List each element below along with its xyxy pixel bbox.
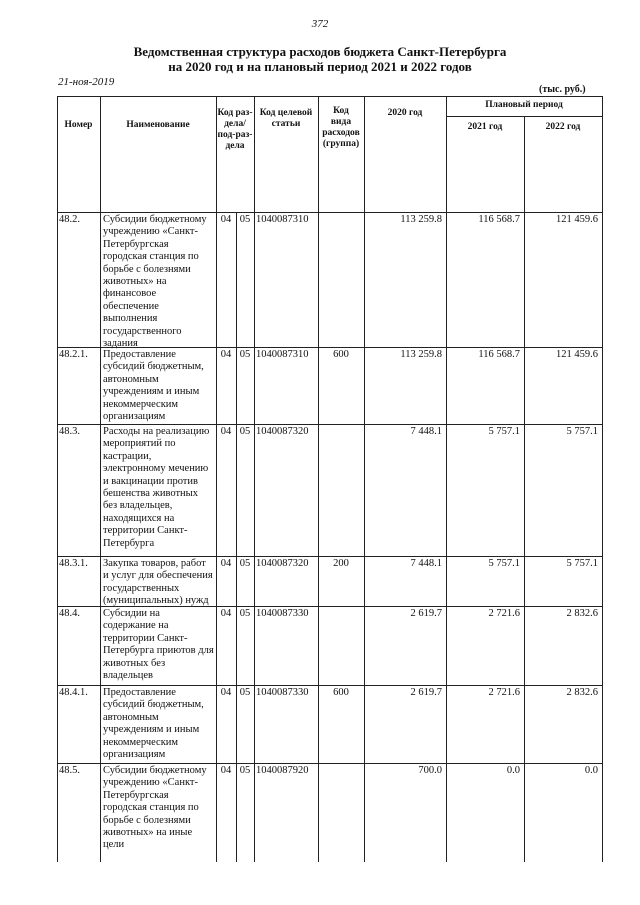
row-amount-2021: 5 757.1 bbox=[488, 426, 520, 437]
document-title bbox=[0, 44, 640, 74]
row-target-code: 1040087320 bbox=[256, 426, 309, 437]
row-target-code: 1040087330 bbox=[256, 608, 309, 619]
row-number: 48.2.1. bbox=[59, 349, 88, 360]
row-amount-2020: 113 259.8 bbox=[400, 214, 442, 225]
header-bottom-border bbox=[57, 212, 602, 213]
header-2022: 2022 год bbox=[545, 122, 581, 132]
row-target-code: 1040087310 bbox=[256, 214, 309, 225]
row-target-code: 1040087920 bbox=[256, 765, 309, 776]
row-section: 04 bbox=[220, 349, 232, 360]
row-number: 48.5. bbox=[59, 765, 80, 776]
row-amount-2021: 5 757.1 bbox=[488, 558, 520, 569]
row-amount-2020: 700.0 bbox=[418, 765, 442, 776]
row-amount-2021: 116 568.7 bbox=[478, 214, 520, 225]
row-number: 48.2. bbox=[59, 214, 80, 225]
row-name: Закупка товаров, работ и услуг для обеспечения государственных (муниципальных) нужд bbox=[103, 558, 213, 607]
row-number: 48.3.1. bbox=[59, 558, 88, 569]
table-top-border bbox=[57, 96, 602, 97]
row-section: 04 bbox=[220, 608, 232, 619]
row-number: 48.3. bbox=[59, 426, 80, 437]
row-amount-2022: 121 459.6 bbox=[556, 214, 598, 225]
row-amount-2022: 5 757.1 bbox=[566, 426, 598, 437]
column-divider bbox=[254, 96, 255, 862]
row-section: 04 bbox=[220, 687, 232, 698]
row-divider bbox=[57, 424, 602, 425]
column-divider bbox=[602, 96, 603, 862]
row-target-code: 1040087330 bbox=[256, 687, 309, 698]
units-label: (тыс. руб.) bbox=[539, 84, 586, 95]
row-name: Субсидии бюджетному учреждению «Санкт-Петербургская городская станция по борьбе с болезнями животных» на финансовое обеспечение выполнения государственного задания bbox=[103, 214, 207, 350]
header-section-code: Код раз-дела/ под-раз-дела bbox=[217, 108, 253, 151]
row-amount-2022: 0.0 bbox=[584, 765, 598, 776]
row-subsection: 05 bbox=[239, 687, 251, 698]
row-divider bbox=[57, 556, 602, 557]
row-section: 04 bbox=[220, 765, 232, 776]
row-name: Субсидии бюджетному учреждению «Санкт-Петербургская городская станция по борьбе с болезнями животных» на иные цели bbox=[103, 765, 207, 851]
row-subsection: 05 bbox=[239, 608, 251, 619]
header-kind-code: Код вида расходов (группа) bbox=[322, 106, 360, 149]
column-divider bbox=[524, 116, 525, 862]
page-number: 372 bbox=[311, 18, 329, 30]
row-number: 48.4.1. bbox=[59, 687, 88, 698]
row-amount-2022: 121 459.6 bbox=[556, 349, 598, 360]
row-subsection: 05 bbox=[239, 765, 251, 776]
row-subsection: 05 bbox=[239, 214, 251, 225]
row-section: 04 bbox=[220, 558, 232, 569]
row-amount-2022: 2 832.6 bbox=[566, 687, 598, 698]
row-name: Предоставление субсидий бюджетным, автономным учреждениям и иным некоммерческим организациям bbox=[103, 687, 204, 761]
column-divider bbox=[57, 96, 58, 862]
row-section: 04 bbox=[220, 214, 232, 225]
row-kind-code: 200 bbox=[333, 558, 349, 569]
row-amount-2020: 2 619.7 bbox=[410, 608, 442, 619]
row-number: 48.4. bbox=[59, 608, 80, 619]
header-target-code: Код целевой статьи bbox=[259, 108, 313, 129]
row-subsection: 05 bbox=[239, 558, 251, 569]
row-divider bbox=[57, 763, 602, 764]
row-divider bbox=[57, 685, 602, 686]
row-kind-code: 600 bbox=[333, 687, 349, 698]
row-kind-code: 600 bbox=[333, 349, 349, 360]
row-amount-2021: 2 721.6 bbox=[488, 608, 520, 619]
header-2020: 2020 год bbox=[387, 108, 423, 118]
row-amount-2022: 5 757.1 bbox=[566, 558, 598, 569]
row-amount-2021: 116 568.7 bbox=[478, 349, 520, 360]
header-2021: 2021 год bbox=[467, 122, 503, 132]
row-amount-2020: 7 448.1 bbox=[410, 558, 442, 569]
row-name: Субсидии на содержание на территории Санкт-Петербурга приютов для животных без владельцев bbox=[103, 608, 214, 682]
row-target-code: 1040087320 bbox=[256, 558, 309, 569]
column-divider bbox=[364, 96, 365, 862]
row-subsection: 05 bbox=[239, 349, 251, 360]
column-divider bbox=[216, 96, 217, 862]
title-line-2: на 2020 год и на плановый период 2021 и 2022 годов bbox=[168, 59, 472, 74]
row-name: Предоставление субсидий бюджетным, автономным учреждениям и иным некоммерческим организациям bbox=[103, 349, 204, 423]
row-name: Расходы на реализацию мероприятий по кастрации, электронному мечению и вакцинации против бешенства животных без владельцев, находящихся на территории Санкт-Петербурга bbox=[103, 426, 210, 549]
row-section: 04 bbox=[220, 426, 232, 437]
header-number: Номер bbox=[64, 120, 93, 130]
row-amount-2020: 2 619.7 bbox=[410, 687, 442, 698]
row-amount-2021: 0.0 bbox=[506, 765, 520, 776]
row-target-code: 1040087310 bbox=[256, 349, 309, 360]
column-divider bbox=[100, 96, 101, 862]
header-planned-period: Плановый период bbox=[485, 100, 563, 110]
row-amount-2021: 2 721.6 bbox=[488, 687, 520, 698]
row-amount-2020: 7 448.1 bbox=[410, 426, 442, 437]
row-amount-2022: 2 832.6 bbox=[566, 608, 598, 619]
column-divider bbox=[318, 96, 319, 862]
row-subsection: 05 bbox=[239, 426, 251, 437]
column-divider bbox=[446, 96, 447, 862]
header-name: Наименование bbox=[126, 120, 190, 130]
document-date: 21-ноя-2019 bbox=[58, 76, 115, 88]
row-amount-2020: 113 259.8 bbox=[400, 349, 442, 360]
title-line-1: Ведомственная структура расходов бюджета Санкт-Петербурга bbox=[133, 44, 507, 59]
